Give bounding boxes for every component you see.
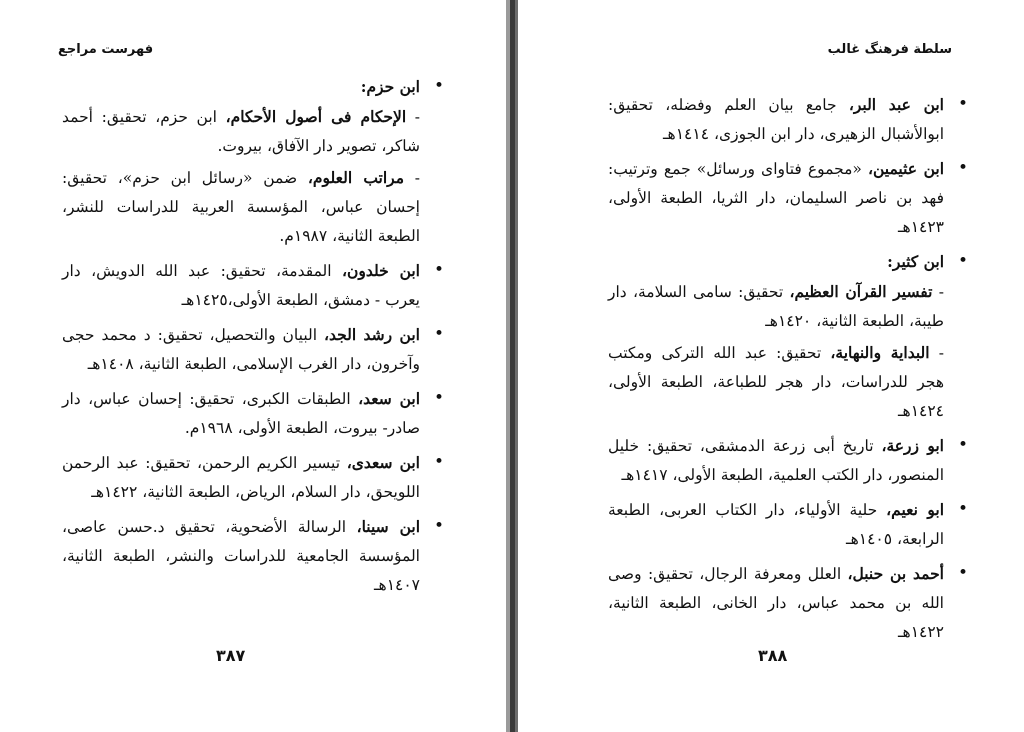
bibliography-entry xyxy=(608,154,944,242)
entry-details: «مجموع فتاواى ورسائل» جمع وترتيب: فهد بن ناصر السليمان، دار الثريا، الطبعة الأولى، ١٤٢٣هـ xyxy=(608,160,944,236)
page-number: ٣٨٧ xyxy=(216,646,246,665)
entry-sub: - تفسير القرآن العظيم، تحقيق: سامى السلامة، دار طيبة، الطبعة الثانية، ١٤٢٠هـ xyxy=(608,282,944,330)
entry-details: تيسير الكريم الرحمن، تحقيق: عبد الرحمن اللويحق، دار السلام، الرياض، الطبعة الثانية، ١٤٢٢هـ xyxy=(62,454,420,501)
entry-details: العلل ومعرفة الرجال، تحقيق: وصى الله بن محمد عباس، دار الخانى، الطبعة الثانية، ١٤٢٢هـ xyxy=(608,565,944,641)
entry-author: ابن سعد، xyxy=(358,389,420,408)
entry-author: ابن عبد البر، xyxy=(848,95,944,114)
entry-work: الإحكام فى أصول الأحكام، xyxy=(225,107,407,126)
bibliography-entry xyxy=(62,512,420,600)
entry-author: ابو نعيم، xyxy=(886,500,944,519)
entry-sub: - البداية والنهاية، تحقيق: عبد الله التركى ومكتب هجر للدراسات، دار هجر للطباعة، الطبعة الأولى، ١٤٢٤هـ xyxy=(608,343,944,420)
entry-author: ابن خلدون، xyxy=(341,261,420,280)
entry-author: ابن سعدى، xyxy=(346,453,420,472)
bibliography-entry xyxy=(608,247,944,426)
entry-details: جامع بيان العلم وفضله، تحقيق: ابوالأشبال الزهيرى، دار ابن الجوزى، ١٤١٤هـ xyxy=(608,96,944,143)
entry-details: حلية الأولياء، دار الكتاب العربى، الطبعة الرابعة، ١٤٠٥هـ xyxy=(608,501,944,548)
book-gutter xyxy=(506,0,518,732)
entry-author: ابن عثيمين، xyxy=(867,159,945,178)
running-head: فهرست مراجع xyxy=(58,42,154,57)
bibliography-entry xyxy=(608,431,944,490)
left-page xyxy=(0,0,506,732)
entry-author: ابن رشد الجد، xyxy=(323,325,420,344)
entry-details: تحقيق: سامى السلامة، دار طيبة، الطبعة الثانية، ١٤٢٠هـ xyxy=(608,283,944,330)
bibliography-entry xyxy=(608,90,944,149)
entry-details: تحقيق: عبد الله التركى ومكتب هجر للدراسات، دار هجر للطباعة، الطبعة الأولى، ١٤٢٤هـ xyxy=(608,344,944,420)
right-page xyxy=(518,0,1024,732)
entry-author: ابن سينا، xyxy=(356,517,421,536)
entry-work: البداية والنهاية، xyxy=(830,343,930,362)
page-number: ٣٨٨ xyxy=(758,646,788,665)
entry-sub: - الإحكام فى أصول الأحكام، ابن حزم، تحقيق: أحمد شاكر، تصوير دار الآفاق، بيروت. xyxy=(62,107,420,155)
entry-details: الطبقات الكبرى، تحقيق: إحسان عباس، دار صادر- بيروت، الطبعة الأولى، ١٩٦٨م. xyxy=(62,390,420,437)
bibliography-list xyxy=(608,90,944,652)
bibliography-entry xyxy=(608,559,944,647)
entry-details: تاريخ أبى زرعة الدمشقى، تحقيق: خليل المنصور، دار الكتب العلمية، الطبعة الأولى، ١٤١٧هـ xyxy=(608,437,944,484)
entry-details: ابن حزم، تحقيق: أحمد شاكر، تصوير دار الآفاق، بيروت. xyxy=(62,108,420,155)
bibliography-entry xyxy=(62,320,420,379)
entry-details: المقدمة، تحقيق: عبد الله الدويش، دار يعرب - دمشق، الطبعة الأولى،١٤٢٥هـ xyxy=(62,262,420,309)
entry-work: تفسير القرآن العظيم، xyxy=(789,282,933,301)
entry-author: ابو زرعة، xyxy=(881,436,944,455)
bibliography-entry xyxy=(62,72,420,251)
entry-author: أحمد بن حنبل، xyxy=(847,564,944,583)
entry-author: ابن كثير: xyxy=(887,252,944,271)
entry-author: ابن حزم: xyxy=(360,77,420,96)
entry-details: ضمن «رسائل ابن حزم»، تحقيق: إحسان عباس، المؤسسة العربية للدراسات للنشر، الطبعة الثانية، ١٩٨٧م. xyxy=(62,169,420,245)
bibliography-entry xyxy=(62,256,420,315)
bibliography-entry xyxy=(62,384,420,443)
bibliography-entry xyxy=(62,448,420,507)
bibliography-list xyxy=(62,72,420,605)
entry-details: الرسالة الأضحوية، تحقيق د.حسن عاصى، المؤسسة الجامعية للدراسات والنشر، الطبعة الثانية، ١٤٠٧هـ xyxy=(62,518,420,594)
entry-details: البيان والتحصيل، تحقيق: د محمد حجى وآخرون، دار الغرب الإسلامى، الطبعة الثانية، ١٤٠٨هـ xyxy=(62,326,420,373)
entry-work: مراتب العلوم، xyxy=(307,168,405,187)
running-head: سلطة فرهنگ غالب xyxy=(827,42,952,57)
bibliography-entry xyxy=(608,495,944,554)
entry-sub: - مراتب العلوم، ضمن «رسائل ابن حزم»، تحقيق: إحسان عباس، المؤسسة العربية للدراسات للنشر، الطبعة الثانية، ١٩٨٧م. xyxy=(62,168,420,245)
